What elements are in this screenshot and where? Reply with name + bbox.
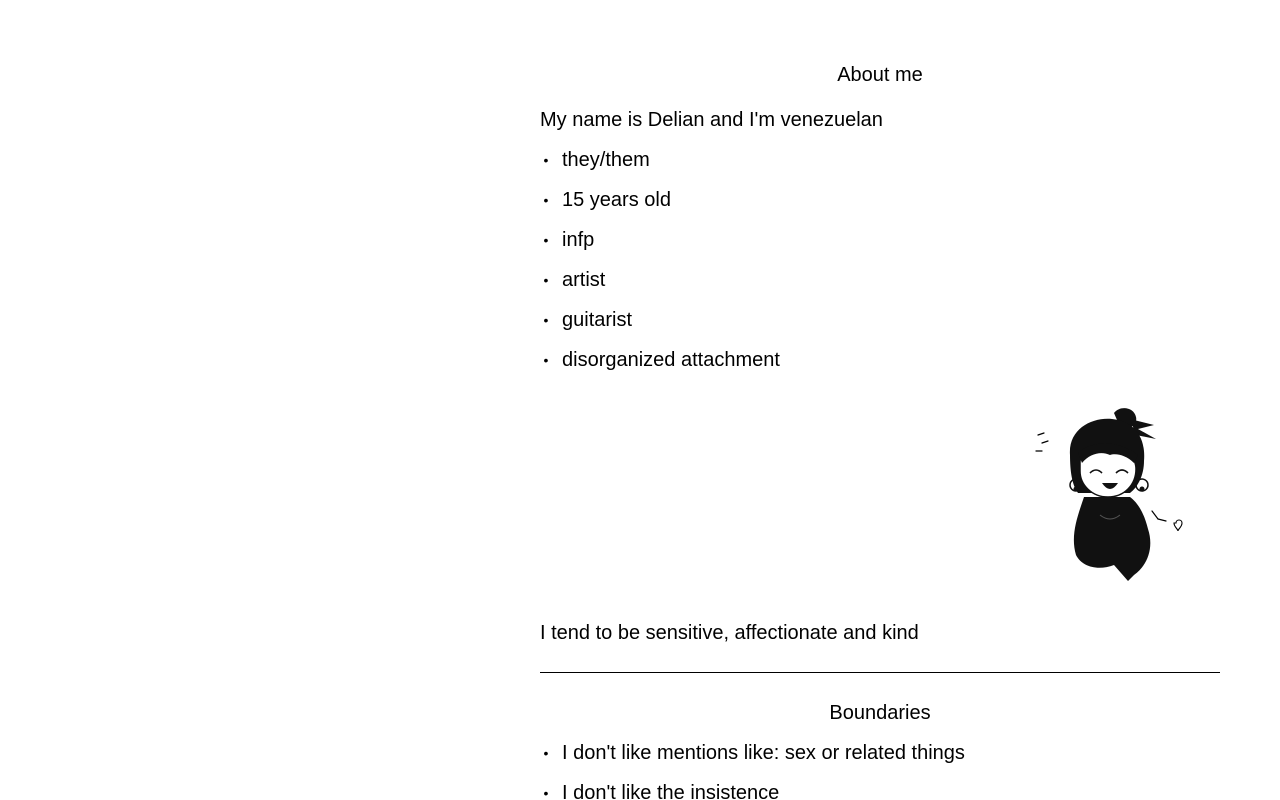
bullet-icon: • (543, 232, 549, 248)
list-item (540, 228, 780, 268)
list-item-label: I don't like mentions like: sex or related things (562, 742, 965, 764)
boundaries-title: Boundaries (829, 702, 931, 724)
list-item-label: artist (562, 269, 606, 291)
list-item-label: 15 years old (562, 189, 671, 211)
about-list (540, 148, 780, 388)
list-item (540, 188, 780, 228)
section-divider (540, 672, 1220, 673)
chibi-character-illustration (1030, 405, 1190, 585)
list-item-label: they/them (562, 149, 650, 171)
boundaries-list (540, 741, 965, 800)
list-item (540, 741, 965, 781)
bullet-icon: • (543, 272, 549, 288)
about-closing: I tend to be sensitive, affectionate and kind (540, 622, 919, 644)
bullet-icon: • (543, 352, 549, 368)
bullet-icon: • (543, 312, 549, 328)
list-item (540, 148, 780, 188)
list-item (540, 268, 780, 308)
list-item (540, 348, 780, 388)
bullet-icon: • (543, 152, 549, 168)
bullet-icon: • (543, 745, 549, 761)
list-item-label: disorganized attachment (562, 349, 780, 371)
list-item-label: I don't like the insistence (562, 782, 780, 800)
about-intro: My name is Delian and I'm venezuelan (540, 109, 883, 131)
about-title: About me (837, 64, 923, 86)
list-item (540, 781, 965, 800)
list-item-label: guitarist (562, 309, 633, 331)
bullet-icon: • (543, 192, 549, 208)
list-item (540, 308, 780, 348)
bullet-icon: • (543, 785, 549, 800)
list-item-label: infp (562, 229, 595, 251)
